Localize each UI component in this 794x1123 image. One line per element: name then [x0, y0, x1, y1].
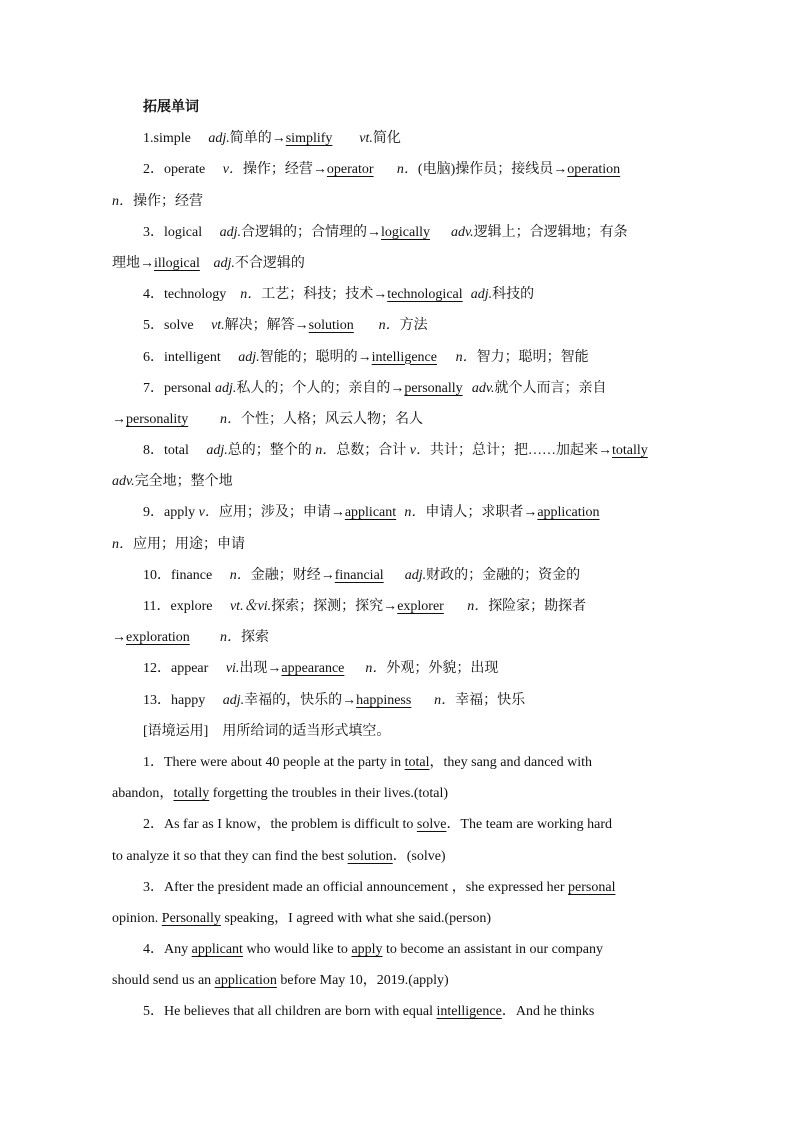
answer-blank: personally — [404, 380, 463, 396]
word-item-5 — [112, 310, 682, 341]
meaning-text: 智能的；聪明的→ — [259, 349, 372, 365]
sentence-text: who would like to — [242, 942, 352, 958]
sentence-text: 2．As far as I know，the problem is difficult to — [143, 817, 417, 833]
word-text: 4．technology — [143, 287, 241, 303]
context-title: [语境运用] 用所给词的适当形式填空。 — [143, 723, 391, 739]
sentence-text: ．The team are working hard — [446, 817, 613, 833]
answer-blank: application — [214, 973, 277, 989]
meaning-text: 就个人而言；亲自 — [494, 380, 607, 396]
meaning-text: 工艺；科技；技术→ — [261, 287, 388, 303]
sentence-text: 5．He believes that all children are born with equal — [143, 1004, 437, 1020]
word-item-10 — [112, 560, 682, 591]
meaning-text: 应用；用途；申请 — [133, 536, 245, 552]
pos-label: n． — [220, 411, 241, 427]
sentence-text: opinion. — [112, 910, 162, 926]
pos-label: n． — [404, 505, 426, 521]
answer-blank: exploration — [126, 630, 190, 646]
pos-label: n． — [229, 567, 251, 583]
pos-label: adj. — [470, 287, 493, 303]
answer-blank: operator — [326, 162, 374, 178]
pos-label: n． — [455, 349, 477, 365]
exercise-4-cont — [112, 965, 682, 996]
sentence-text: to become an assistant in our company — [382, 942, 603, 958]
pos-label: vt. — [359, 131, 373, 147]
word-item-2-cont — [112, 186, 682, 217]
exercise-2-cont — [112, 841, 682, 872]
word-text: 1.simple — [143, 131, 209, 147]
answer-blank: solution — [308, 318, 354, 334]
answer-blank: financial — [334, 567, 384, 583]
meaning-text: 总数；合计 — [336, 443, 410, 459]
answer-blank: simplify — [285, 131, 333, 147]
word-item-13 — [112, 685, 682, 716]
word-text: 5．solve — [143, 318, 212, 334]
meaning-text: 应用；涉及；申请→ — [218, 505, 345, 521]
pos-label: adj. — [213, 255, 235, 271]
pos-label: adj. — [206, 443, 228, 459]
answer-blank: Personally — [161, 910, 221, 926]
answer-blank: solution — [347, 848, 393, 864]
meaning-text: 共计；总计；把……加起来→ — [430, 443, 612, 459]
document-page — [112, 92, 682, 1028]
sentence-text: ．(solve) — [392, 848, 446, 864]
answer-blank: personal — [568, 879, 616, 895]
word-item-12 — [112, 653, 682, 684]
pos-label: n． — [365, 661, 387, 677]
word-item-8 — [112, 435, 682, 466]
pos-label: adj. — [404, 567, 427, 583]
meaning-text: 操作；经营→ — [242, 162, 327, 178]
word-item-9 — [112, 497, 682, 528]
pos-label: n． — [240, 287, 262, 303]
pos-label: n． — [467, 599, 489, 614]
word-text: 13．happy — [143, 692, 223, 708]
meaning-text: 理地→ — [112, 255, 154, 271]
answer-blank: operation — [567, 162, 621, 178]
exercise-3-cont — [112, 903, 682, 934]
word-text: 3．logical — [143, 224, 220, 240]
pos-label: v． — [222, 162, 243, 178]
meaning-text: 申请人；求职者→ — [425, 505, 538, 521]
answer-blank: appearance — [281, 661, 345, 677]
answer-blank: technological — [387, 287, 463, 303]
answer-blank: intelligence — [436, 1004, 502, 1020]
word-item-7-cont — [112, 404, 682, 435]
meaning-text: 出现→ — [239, 661, 282, 677]
answer-blank: explorer — [397, 599, 444, 614]
word-item-2 — [112, 154, 682, 185]
meaning-text: 金融；财经→ — [250, 567, 335, 583]
word-item-6 — [112, 342, 682, 373]
pos-label: n． — [220, 630, 241, 646]
meaning-text: 解决；解答→ — [224, 318, 309, 334]
sentence-text: before May 10，2019.(apply) — [276, 973, 449, 989]
pos-label: adj. — [222, 692, 245, 708]
sentence-text: ．And he thinks — [501, 1004, 595, 1020]
meaning-text: 逻辑上；合逻辑地；有条 — [473, 224, 628, 240]
answer-blank: solve — [416, 817, 447, 833]
exercise-4 — [112, 934, 682, 965]
section-title: 拓展单词 — [143, 100, 199, 115]
sentence-text: abandon， — [112, 786, 174, 802]
word-text: 2．operate — [143, 162, 223, 178]
sentence-text: to analyze it so that they can find the best — [112, 848, 348, 864]
meaning-text: 财政的；金融的；资金的 — [426, 567, 581, 583]
exercise-1 — [112, 747, 682, 778]
answer-blank: applicant — [344, 505, 397, 521]
pos-label: adv. — [112, 474, 135, 490]
meaning-text: 幸福的，快乐的→ — [244, 692, 357, 708]
answer-blank: logically — [381, 224, 430, 240]
word-text: 8．total — [143, 443, 207, 459]
meaning-text: 操作；经营 — [133, 193, 203, 209]
meaning-text: → — [112, 630, 126, 646]
word-item-7 — [112, 373, 682, 404]
pos-label: adv. — [451, 224, 474, 240]
answer-blank: totally — [173, 786, 210, 802]
answer-blank: totally — [612, 443, 648, 459]
answer-blank: applicant — [191, 942, 243, 958]
pos-label: n． — [112, 193, 133, 209]
pos-label: adj. — [238, 349, 260, 365]
sentence-text: 1．There were about 40 people at the party in — [143, 754, 405, 770]
word-text: 12．appear — [143, 661, 226, 677]
word-item-1 — [112, 123, 682, 154]
pos-label: adv. — [471, 380, 495, 396]
meaning-text: (电脑)操作员；接线员→ — [417, 162, 568, 178]
meaning-text: 完全地；整个地 — [134, 474, 233, 490]
meaning-text: 外观；外貌；出现 — [386, 661, 499, 677]
pos-label: adj. — [219, 224, 241, 240]
pos-label: v． — [409, 443, 430, 459]
pos-label: n． — [396, 162, 418, 178]
word-text: 6．intelligent — [143, 349, 239, 365]
meaning-text: 个性；人格；风云人物；名人 — [241, 411, 423, 427]
word-item-9-cont — [112, 529, 682, 560]
meaning-text: 探索 — [241, 630, 269, 646]
meaning-text: 总的；整个的 — [227, 443, 316, 459]
word-text: 11．explore — [143, 599, 230, 614]
answer-blank: personality — [126, 411, 189, 427]
pos-label: adj. — [208, 131, 230, 147]
word-item-3-cont — [112, 248, 682, 279]
sentence-text: 3．After the president made an official announcement ，she expressed her — [143, 879, 569, 895]
meaning-text: 科技的 — [492, 287, 535, 303]
meaning-text: 探索；探测；探究→ — [271, 599, 398, 614]
sentence-text: 4．Any — [143, 942, 192, 958]
meaning-text: 不合逻辑的 — [234, 255, 305, 271]
word-item-3 — [112, 217, 682, 248]
meaning-text: 私人的；个人的；亲自的→ — [236, 380, 405, 396]
word-item-11-cont — [112, 622, 682, 653]
meaning-text: → — [112, 411, 126, 427]
pos-label: n． — [434, 692, 456, 708]
sentence-text: ，they sang and danced with — [429, 754, 593, 770]
meaning-text: 幸福；快乐 — [455, 692, 526, 708]
pos-label: n． — [112, 536, 133, 552]
exercise-1-cont — [112, 778, 682, 809]
answer-blank: happiness — [356, 692, 412, 708]
pos-label: vi. — [225, 661, 240, 677]
word-text: 7．personal — [143, 380, 215, 396]
answer-blank: illogical — [154, 255, 200, 271]
pos-label: adj. — [214, 380, 237, 396]
exercise-3 — [112, 872, 682, 903]
meaning-text: 智力；聪明；智能 — [476, 349, 589, 365]
meaning-text: 合逻辑的；合情理的→ — [241, 224, 381, 240]
pos-label: v． — [198, 505, 219, 521]
answer-blank: intelligence — [371, 349, 437, 365]
word-item-8-cont — [112, 466, 682, 497]
sentence-text: forgetting the troubles in their lives.(total) — [209, 786, 449, 802]
meaning-text: 简化 — [372, 131, 401, 147]
answer-blank: apply — [351, 942, 383, 958]
sentence-text: speaking，I agreed with what she said.(person) — [220, 910, 492, 926]
word-text: 10．finance — [143, 567, 230, 583]
sentence-text: should send us an — [112, 973, 215, 989]
pos-label: vt.＆vi. — [229, 599, 272, 614]
word-text: 9．apply — [143, 505, 199, 521]
word-item-11 — [112, 591, 682, 622]
pos-label: n． — [378, 318, 400, 334]
meaning-text: 简单的→ — [229, 131, 286, 147]
exercise-2 — [112, 809, 682, 840]
word-item-4 — [112, 279, 682, 310]
exercise-5 — [112, 996, 682, 1027]
meaning-text: 方法 — [399, 318, 428, 334]
answer-blank: total — [404, 754, 430, 770]
answer-blank: application — [537, 505, 600, 521]
pos-label: vt. — [211, 318, 225, 334]
meaning-text: 探险家；勘探者 — [488, 599, 587, 614]
pos-label: n． — [315, 443, 337, 459]
